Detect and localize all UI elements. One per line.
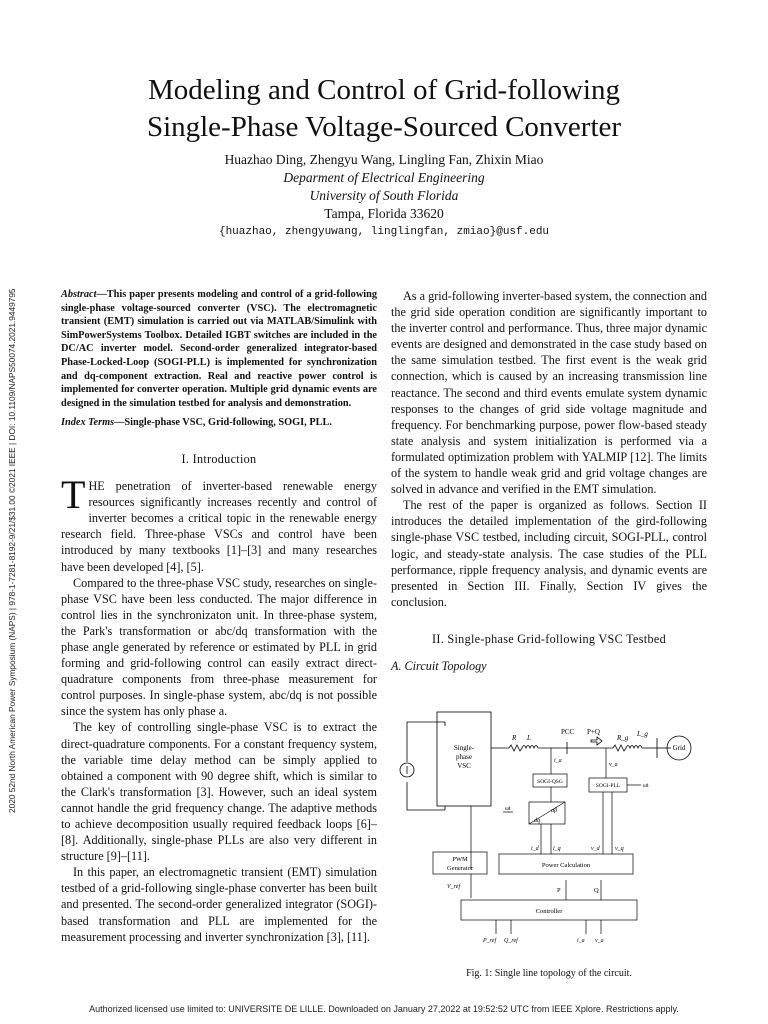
- intro-paragraph-2: Compared to the three-phase VSC study, researches on single-phase VSC have been less conducted. The major difference in control lies in the synchronizaton unit. In three-phase system, the Park's transformation or abc/dq transformation with the phase angle generated by reference or estimated by PLL in grid forming and grid-following control can easily extract direct-quadrature components from three-phase measurement for control purposes. In single-phase system, abc/dq is not possible since the system has only phase a.: [61, 575, 377, 719]
- main-line: [491, 736, 691, 760]
- section-heading-testbed: II. Single-phase Grid-following VSC Testbed: [432, 631, 666, 646]
- label-wt-right: ωt: [643, 783, 649, 790]
- university: University of South Florida: [309, 188, 459, 203]
- right-paragraph-1: As a grid-following inverter-based system, the connection and the grid side operation condition are significantly important to the inverter control and performance. Thus, three major dynamic events are designed and demonstrated in the case study based on the same simulation testbed. The first event is the weak grid connection, which is caused by an increasing transmission line reactance. The second and third events emulate system dynamic responses to the changes of grid side voltage magnitude and frequency. For benchmarking purpose, power flow-based steady state analysis and system initialization is performed via a formulated optimization problem with YALMIP [12]. The limits of the system to handle weak grid and grid voltage changes are solved in advance and verified in the EMT simulation.: [391, 289, 707, 497]
- label-iq: i_q: [553, 846, 561, 853]
- label-va-bottom: v_a: [595, 938, 604, 945]
- paper-title: [60, 72, 708, 146]
- label-rg: R_g: [617, 734, 629, 743]
- intro-paragraph-4: In this paper, an electromagnetic transient (EMT) simulation testbed of a grid-following single-phase converter has been built and presented. The second-order generalized integrator (SOGI)-based transformation and PLL are implemented for the measurement processing and inverter synchronization [3], [11].: [61, 865, 377, 944]
- figure-caption: Fig. 1: Single line topology of the circuit.: [466, 968, 632, 980]
- author-names: Huazhao Ding, Zhengyu Wang, Lingling Fan, Zhixin Miao: [224, 152, 544, 167]
- left-column: [61, 288, 377, 945]
- vsc-label-1: Single-: [453, 744, 475, 753]
- sogi-pll-label: SOGI-PLL: [595, 783, 621, 790]
- doi-sidebar: 2020 52nd North American Power Symposium (NAPS) | 978-1-7281-8192-9/21/$31.00 ©2021 IEEE | DOI: 10.1109/NAPS50074.2021.9449795: [7, 288, 17, 813]
- label-qref: Q_ref: [504, 938, 518, 945]
- right-column: [391, 288, 707, 982]
- label-id: i_d: [531, 846, 539, 853]
- figure-circuit-topology: [391, 702, 707, 962]
- label-lg: L_g: [637, 730, 648, 739]
- location: Tampa, Florida 33620: [324, 206, 444, 221]
- department: Deparment of Electrical Engineering: [283, 170, 485, 185]
- label-p: P: [557, 887, 561, 895]
- controller-label: Controller: [535, 908, 563, 916]
- label-pq: P+Q: [587, 728, 600, 737]
- measurement-lines: [471, 748, 641, 934]
- drop-cap: T: [61, 472, 86, 518]
- label-wt-left: ωt: [505, 806, 511, 813]
- subsection-heading-circuit: A. Circuit Topology: [391, 658, 487, 673]
- label-q: Q: [594, 887, 599, 895]
- title-line-2: Single-Phase Voltage-Sourced Converter: [146, 111, 622, 143]
- circuit-diagram: [391, 702, 707, 962]
- author-block: [60, 151, 708, 241]
- label-ia-top: i_a: [554, 758, 562, 765]
- pwm-label-1: PWM: [452, 856, 468, 864]
- intro-paragraph-1-text: HE penetration of inverter-based renewable energy resources significantly increases recently and control of inverter becomes a critical topic in the renewable energy research field. Three-phase VSCs and control have been introduced by many textbooks [1]–[3] and many researches have been developed [4], [5].: [61, 479, 377, 574]
- license-footer: Authorized licensed use limited to: UNIVERSITE DE LILLE. Downloaded on January 27,2022 at 19:52:52 UTC from IEEE Xplore. Restrictions apply.: [89, 1004, 679, 1014]
- label-vq: v_q: [615, 846, 624, 853]
- right-paragraph-2: The rest of the paper is organized as follows. Section II introduces the detailed implementation of the gird-following single-phase VSC testbed, including circuit, SOGI-PLL, control logic, and steady-state analysis. The case studies of the PLL performance, ripple frequency analysis, and dynamic events are presented in Section III. Finally, Section IV gives the conclusion.: [391, 498, 707, 609]
- abstract-lead: Abstract: [61, 289, 97, 300]
- author-email: {huazhao, zhengyuwang, linglingfan, zmiao}@usf.edu: [218, 226, 550, 238]
- vsc-label-3: VSC: [457, 762, 471, 771]
- label-va-top: v_a: [609, 762, 618, 769]
- label-r: R: [512, 734, 517, 743]
- pwm-label-2: Generator: [447, 865, 473, 873]
- label-l: L: [527, 734, 531, 743]
- label-dq-block: dq: [534, 818, 540, 825]
- section-heading-intro: I. Introduction: [181, 451, 257, 466]
- abstract-text: —This paper presents modeling and control of a grid-following single-phase voltage-sourced converter (VSC). The electromagnetic transient (EMT) simulation is carried out via MATLAB/Simulink with SimPowerSystems Toolbox. Detailed IGBT switches are included in the DC/AC inverter model. Second-order generalized integrator-based Phase-Locked-Loop (SOGI-PLL) is implemented for synchronization and dq-component extraction. Real and reactive power control is implemented for converter operation. Multiple grid dynamic events are designed in the simulation testbed for analysis and demonstration.: [61, 289, 377, 409]
- label-pcc: PCC: [561, 728, 575, 737]
- label-grid: Grid: [672, 744, 686, 753]
- abstract: [61, 288, 377, 410]
- intro-paragraph-1: [61, 472, 377, 575]
- label-ia-bottom: i_a: [577, 938, 585, 945]
- label-vd: v_d: [591, 846, 600, 853]
- dc-source: [400, 722, 445, 810]
- index-terms-text: —Single-phase VSC, Grid-following, SOGI, PLL.: [114, 417, 332, 429]
- label-alphabeta: αβ: [551, 808, 558, 815]
- index-terms: [61, 416, 377, 430]
- title-line-1: Modeling and Control of Grid-following: [147, 74, 620, 106]
- power-calc-label: Power Calculation: [541, 862, 591, 870]
- sogi-qsg-label: SOGI-QSG: [537, 779, 563, 786]
- label-pref: P_ref: [483, 938, 497, 945]
- vsc-label-2: phase: [456, 753, 472, 762]
- intro-paragraph-3: The key of controlling single-phase VSC is to extract the direct-quadrature components. For a constant frequency system, the variable time delay method can be simply applied to obtained a component with 90 degree shift, which is similar to the Clark's transformation [3]. However, such an ideal system cannot handle the grid frequency change. The adaptive methods to achieve decomposition usually required feedback loops [6]–[8]. Additionally, single-phase PLLs are also very different in structure [9]–[11].: [61, 720, 377, 864]
- index-terms-lead: Index Terms: [61, 417, 115, 429]
- label-vref: V_ref: [447, 884, 461, 891]
